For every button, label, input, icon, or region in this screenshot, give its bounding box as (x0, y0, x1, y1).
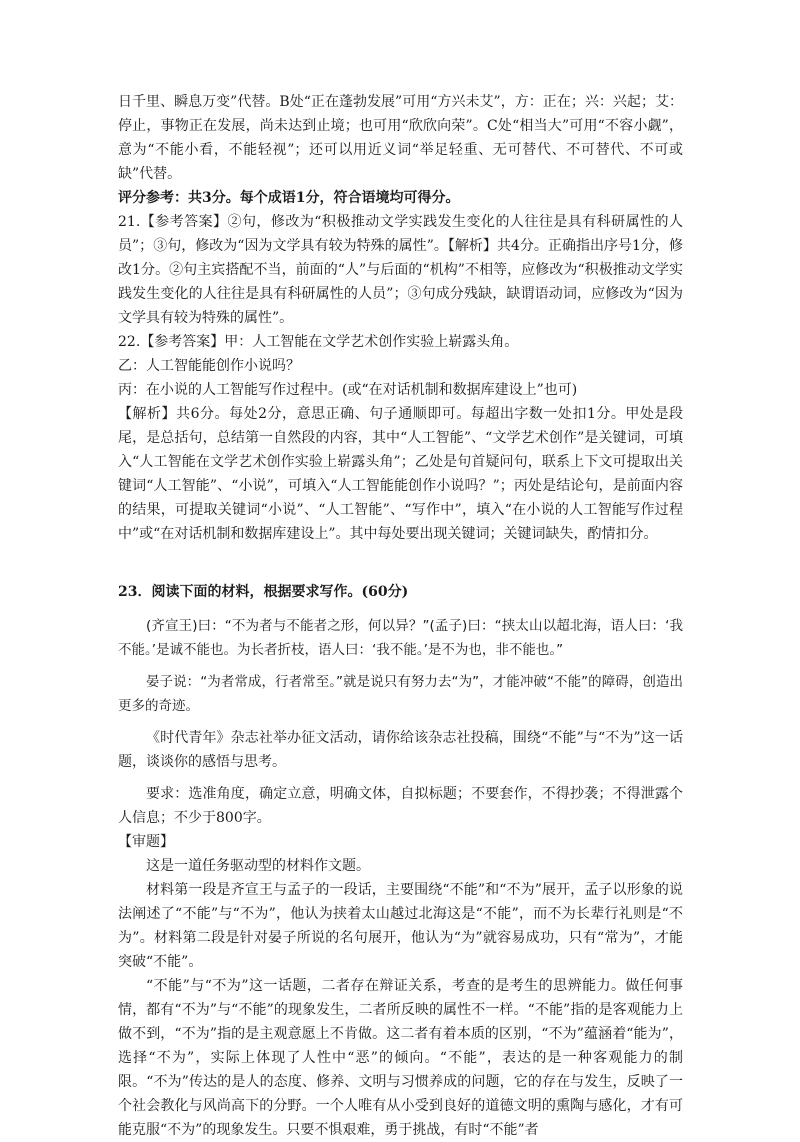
material-quote-mencius: (齐宣王)曰：“不为者与不能者之形，何以异？”(孟子)曰：“挟太山以超北海，语人曰：‘我不能。’是诚不能也。为长者折枝，语人曰：‘我不能。’是不为也，非不能也。” (118, 618, 683, 658)
material-quote-yanzi: 晏子说：“为者常成，行者常至。”就是说只有努力去“为”，才能冲破“不能”的障碍，创造出更多的奇迹。 (118, 674, 683, 714)
answer-22-b: 乙：人工智能能创作小说吗？ (118, 358, 300, 374)
analysis-intro: 这是一道任务驱动型的材料作文题。 (146, 858, 370, 874)
analysis-22: 【解析】共6分。每处2分，意思正确、句子通顺即可。每超出字数一处扣1分。甲处是段尾，是总括句，总结第一自然段的内容，其中“人工智能”、“文学艺术创作”是关键词，可填入“人工智能在文学艺术创作实验上崭露头角”；乙处是句首疑问句，联系上下文可提取出关键词“人工智能”、“小说”，可填入“人工智能能创作小说吗？”；丙处是结论句，是前面内容的结果，可提取关键词“小说”、“人工智能”、“写作中”，填入“在小说的人工智能写作过程中”或“在对话机制和数据库建设上”。其中每处要出现关键词；关键词缺失，酌情扣分。 (118, 406, 683, 542)
document-body (118, 90, 683, 1142)
analysis-topic: “不能”与“不为”这一话题，二者存在辩证关系，考查的是考生的思辨能力。做任何事情，都有“不为”与“不能”的现象发生，二者所反映的属性不一样。“不能”指的是客观能力上做不到，“不为”指的是主观意愿上不肯做。这二者有着本质的区别，“不为”蕴涵着“能为”，选择“不为”，实际上体现了人性中“恶”的倾向。“不能”，表达的是一种客观能力的制限。“不为”传达的是人的态度、修养、文明与习惯养成的问题，它的存在与发生，反映了一个社会教化与风尚高下的分野。一个人唯有从小受到良好的道德文明的熏陶与感化，才有可能克服“不为”的现象发生。只要不惧艰难，勇于挑战，有时“不能”者 (118, 978, 683, 1138)
question-23-heading: 23．阅读下面的材料，根据要求写作。(60分) (118, 584, 409, 600)
task-prompt: 《时代青年》杂志社举办征文活动，请你给该杂志社投稿，围绕“不能”与“不为”这一话题，谈谈你的感悟与思考。 (118, 730, 683, 770)
writing-requirements: 要求：选准角度，确定立意，明确文体，自拟标题；不要套作，不得抄袭；不得泄露个人信息；不少于800字。 (118, 786, 683, 826)
scoring-note: 评分参考：共3分。每个成语1分，符合语境均可得分。 (118, 190, 460, 206)
section-label-shenti: 【审题】 (118, 834, 174, 850)
answer-22-c: 丙：在小说的人工智能写作过程中。(或“在对话机制和数据库建设上”也可) (118, 382, 578, 398)
answer-22: 22.【参考答案】甲：人工智能在文学艺术创作实验上崭露头角。 (118, 334, 519, 350)
analysis-material: 材料第一段是齐宣王与孟子的一段话，主要围绕“不能”和“不为”展开，孟子以形象的说法阐述了“不能”与“不为”，他认为挟着太山越过北海这是“不能”，而不为长辈行礼则是“不为”。材料第二段是针对晏子所说的名句展开，他认为“为”就容易成功，只有“常为”，才能突破“不能”。 (118, 882, 683, 970)
paragraph-idiom-explanation: 日千里、瞬息万变”代替。B处“正在蓬勃发展”可用“方兴未艾”，方：正在；兴：兴起；艾：停止，事物正在发展，尚未达到止境；也可用“欣欣向荣”。C处“相当大”可用“不容小觑”，意为“不能小看，不能轻视”；还可以用近义词“举足轻重、无可替代、不可替代、不可或缺”代替。 (118, 94, 683, 182)
answer-21: 21.【参考答案】②句，修改为“积极推动文学实践发生变化的人往往是具有科研属性的人员”；③句，修改为“因为文学具有较为特殊的属性”。【解析】共4分。正确指出序号1分，修改1分。②句主宾搭配不当，前面的“人”与后面的“机构”不相等，应修改为“积极推动文学实践发生变化的人往往是具有科研属性的人员”；③句成分残缺，缺谓语动词，应修改为“因为文学具有较为特殊的属性”。 (118, 214, 683, 326)
